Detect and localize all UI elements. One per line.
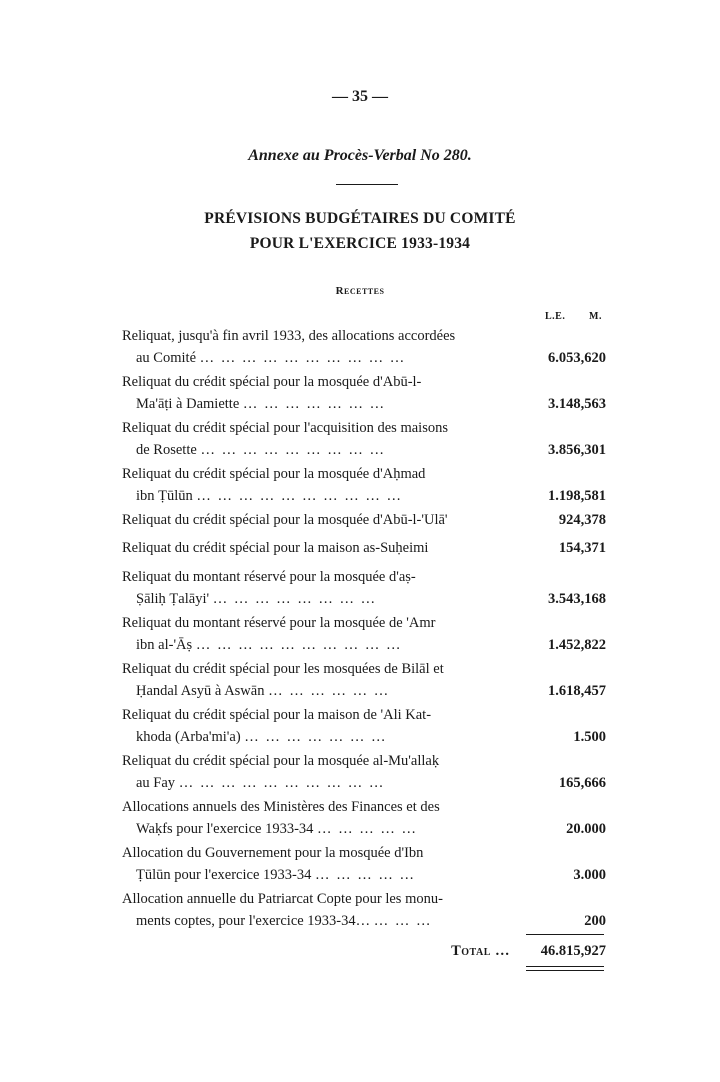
entry-line-2 bbox=[122, 864, 606, 886]
leader-dots: … … … … … … … bbox=[242, 396, 386, 412]
entry-description: Reliquat du crédit spécial pour les mosquées de Bilāl et bbox=[122, 661, 444, 677]
leader-dots: … … … … … … … bbox=[244, 729, 388, 745]
entry-description-continued: Waḳfs pour l'exercice 1933-34 bbox=[136, 821, 314, 837]
leader-dots: … … … … … bbox=[314, 867, 416, 883]
budget-entry bbox=[122, 704, 606, 748]
entry-line-2 bbox=[122, 485, 606, 507]
entry-line-2 bbox=[122, 772, 606, 794]
entry-line-2 bbox=[122, 910, 606, 932]
leader-dots: … … … … … … … … … … bbox=[178, 775, 385, 791]
entry-line-1 bbox=[122, 371, 606, 393]
budget-entry bbox=[122, 566, 606, 610]
budget-entry bbox=[122, 796, 606, 840]
entry-description: Reliquat du crédit spécial pour la mosquée d'Aḥmad bbox=[122, 466, 426, 482]
entry-description: Allocation annuelle du Patriarcat Copte pour les monu- bbox=[122, 891, 443, 907]
entry-description: Reliquat du crédit spécial pour la mosquée d'Abū-l-'Ulā' bbox=[122, 512, 448, 528]
leader-dots: … … … … … … … … … … bbox=[196, 488, 403, 504]
entry-line-1 bbox=[122, 842, 606, 864]
budget-entry bbox=[122, 325, 606, 369]
entry-description: Reliquat du montant réservé pour la mosquée d'aṣ- bbox=[122, 569, 416, 585]
budget-entry bbox=[122, 463, 606, 507]
leader-dots: … … … … … … … … … … bbox=[199, 350, 406, 366]
document-title-line-2: POUR L'EXERCICE 1933-1934 bbox=[249, 235, 471, 252]
entry-description: Allocation du Gouvernement pour la mosquée d'Ibn bbox=[122, 845, 424, 861]
entry-description: Reliquat du crédit spécial pour la maison as-Suḥeimi bbox=[122, 540, 429, 556]
entry-line-2 bbox=[122, 588, 606, 610]
entry-line-1 bbox=[122, 566, 606, 588]
entry-line-2 bbox=[122, 680, 606, 702]
entry-line-1 bbox=[122, 417, 606, 439]
entry-amount: 1.500 bbox=[573, 729, 606, 745]
column-header-m: M. bbox=[589, 311, 602, 322]
leader-dots: … … … … … … bbox=[268, 683, 390, 699]
entry-line-1 bbox=[122, 888, 606, 910]
entry-amount: 20.000 bbox=[566, 821, 606, 837]
leader-dots: … … … … … … … … bbox=[212, 591, 377, 607]
entry-description-continued: au Fay bbox=[136, 775, 176, 791]
entry-amount: 1.618,457 bbox=[548, 683, 606, 699]
entry-amount: 3.543,168 bbox=[548, 591, 606, 607]
entry-amount: 3.148,563 bbox=[548, 396, 606, 412]
entry-line-2 bbox=[122, 818, 606, 840]
leader-dots: … … … … … … … … … bbox=[200, 442, 386, 458]
total-amount: 46.815,927 bbox=[540, 943, 606, 959]
entry-description: Reliquat du crédit spécial pour l'acquisition des maisons bbox=[122, 420, 448, 436]
entry-line-1 bbox=[122, 537, 606, 559]
leader-dots: … … … bbox=[373, 913, 433, 929]
entry-description-continued: Ma'āṭi à Damiette bbox=[136, 396, 240, 412]
entry-line-2 bbox=[122, 726, 606, 748]
entry-description: Reliquat du crédit spécial pour la mosquée d'Abū-l- bbox=[122, 374, 422, 390]
budget-entry bbox=[122, 509, 606, 531]
budget-entry bbox=[122, 612, 606, 656]
entry-description-continued: ments coptes, pour l'exercice 1933-34… bbox=[136, 913, 371, 929]
entry-amount: 1.452,822 bbox=[548, 637, 606, 653]
budget-entry bbox=[122, 658, 606, 702]
entry-description: Reliquat du crédit spécial pour la mosquée al-Mu'allaḳ bbox=[122, 753, 440, 769]
entry-description: Reliquat du montant réservé pour la mosquée de 'Amr bbox=[122, 615, 436, 631]
budget-entry bbox=[122, 750, 606, 794]
entry-amount: 3.000 bbox=[573, 867, 606, 883]
entry-description-continued: Ḥandal Asyū à Aswān bbox=[136, 683, 265, 699]
document-title-line-1: PRÉVISIONS BUDGÉTAIRES DU COMITÉ bbox=[204, 210, 516, 227]
column-header-le: L.E. bbox=[545, 311, 566, 322]
total-rule-double-1 bbox=[526, 966, 604, 967]
entry-line-2 bbox=[122, 393, 606, 415]
budget-entry bbox=[122, 888, 606, 932]
entry-amount: 200 bbox=[584, 913, 606, 929]
entry-line-2 bbox=[122, 439, 606, 461]
entry-description: Reliquat du crédit spécial pour la maison de 'Ali Kat- bbox=[122, 707, 432, 723]
total-row bbox=[122, 943, 606, 965]
entry-line-1 bbox=[122, 463, 606, 485]
entry-line-2 bbox=[122, 634, 606, 656]
budget-entry bbox=[122, 371, 606, 415]
entry-line-1 bbox=[122, 325, 606, 347]
entry-line-1 bbox=[122, 750, 606, 772]
entry-line-1 bbox=[122, 612, 606, 634]
annex-heading: Annexe au Procès-Verbal No 280. bbox=[248, 147, 472, 164]
page-number: — 35 — bbox=[332, 88, 388, 105]
budget-entry bbox=[122, 537, 606, 559]
entry-amount: 924,378 bbox=[558, 512, 606, 528]
entry-description-continued: khoda (Arba'mi'a) bbox=[136, 729, 241, 745]
total-label: Total … bbox=[451, 943, 510, 959]
total-rule-top bbox=[526, 934, 604, 935]
entry-amount: 154,371 bbox=[558, 540, 606, 556]
entry-line-1 bbox=[122, 509, 606, 531]
total-rule-double-2 bbox=[526, 970, 604, 971]
budget-entry bbox=[122, 417, 606, 461]
leader-dots: … … … … … bbox=[317, 821, 418, 837]
entry-line-2 bbox=[122, 347, 606, 369]
entry-line-1 bbox=[122, 658, 606, 680]
entry-description-continued: Ṭūlūn pour l'exercice 1933-34 bbox=[136, 867, 312, 883]
leader-dots: … … … … … … … … … … bbox=[195, 637, 402, 653]
entry-amount: 6.053,620 bbox=[548, 350, 606, 366]
entry-line-1 bbox=[122, 796, 606, 818]
entry-amount: 165,666 bbox=[558, 775, 606, 791]
entry-amount: 1.198,581 bbox=[548, 488, 606, 504]
entry-description-continued: ibn Ṭūlūn bbox=[136, 488, 193, 504]
entry-amount: 3.856,301 bbox=[548, 442, 606, 458]
entry-description-continued: de Rosette bbox=[136, 442, 197, 458]
entry-description: Reliquat, jusqu'à fin avril 1933, des allocations accordées bbox=[122, 328, 456, 344]
entry-line-1 bbox=[122, 704, 606, 726]
entry-description-continued: ibn al-'Āṣ bbox=[136, 637, 193, 653]
entry-description-continued: au Comité bbox=[136, 350, 197, 366]
entry-description-continued: Ṣāliḥ Ṭalāyi' bbox=[136, 591, 210, 607]
title-divider bbox=[336, 184, 398, 185]
entry-description: Allocations annuels des Ministères des Finances et des bbox=[122, 799, 440, 815]
budget-entry bbox=[122, 842, 606, 886]
section-heading: Recettes bbox=[335, 285, 385, 297]
